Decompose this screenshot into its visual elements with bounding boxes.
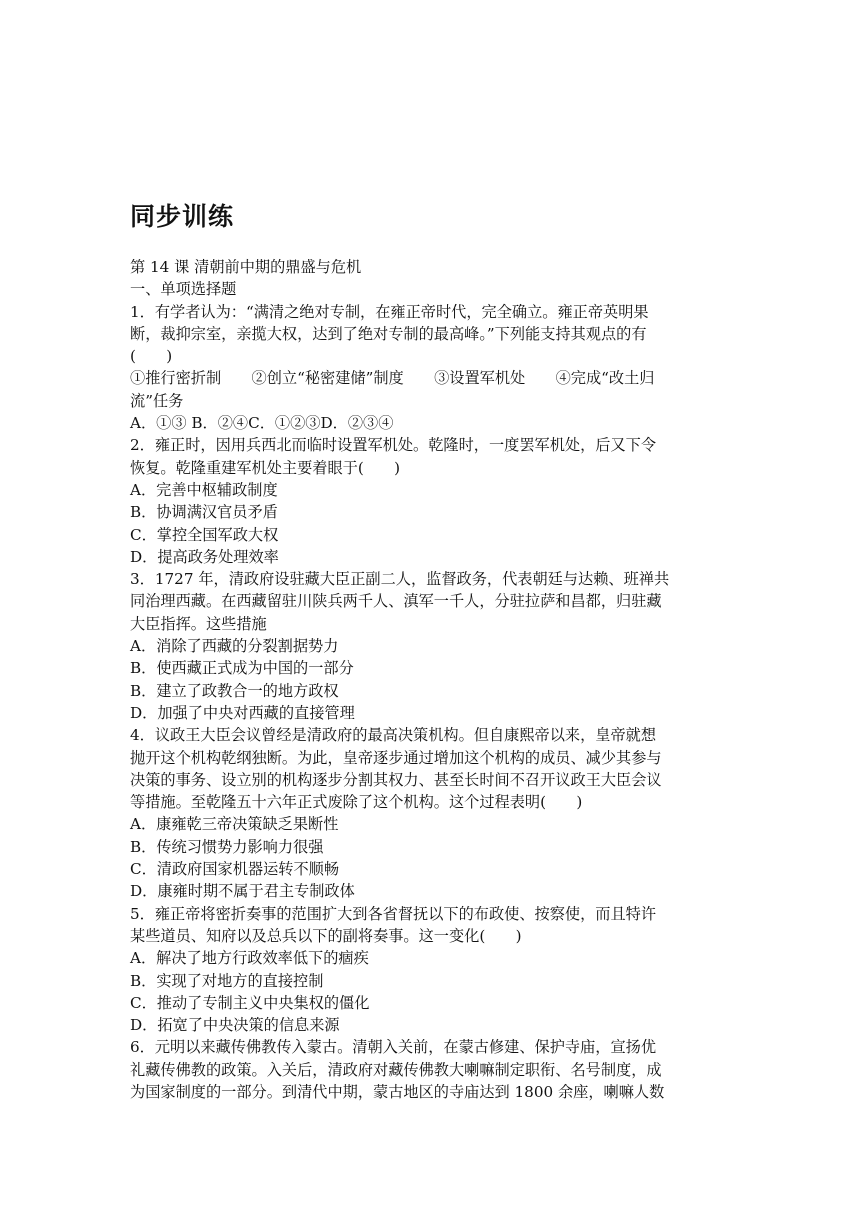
section-heading: 一、单项选择题: [130, 280, 237, 299]
question-text-line: 等措施。至乾隆五十六年正式废除了这个机构。这个过程表明( ): [130, 793, 583, 812]
answer-option: A．康雍乾三帝决策缺乏果断性: [130, 815, 339, 834]
answer-option: B．实现了对地方的直接控制: [130, 971, 324, 990]
answer-option: A．完善中枢辅政制度: [130, 480, 278, 499]
question-block: [130, 301, 730, 435]
question-block: [130, 724, 730, 902]
question-text-line: 某些道员、知府以及总兵以下的副将奏事。这一变化( ): [130, 926, 522, 945]
question-text-line: 礼藏传佛教的政策。入关后，清政府对藏传佛教大喇嘛制定职衔、名号制度，成: [130, 1060, 662, 1079]
question-text-line: 5．雍正帝将密折奏事的范围扩大到各省督抚以下的布政使、按察使，而且特许: [130, 904, 657, 923]
question-text-line: 为国家制度的一部分。到清代中期，蒙古地区的寺庙达到 1800 余座，喇嘛人数: [130, 1082, 665, 1101]
answer-option: B．使西藏正式成为中国的一部分: [130, 659, 354, 678]
question-block: [130, 903, 730, 1037]
question-text-line: ( ): [130, 347, 173, 366]
answer-option: B．建立了政教合一的地方政权: [130, 681, 339, 700]
answer-option: C．推动了专制主义中央集权的僵化: [130, 993, 370, 1012]
answer-option: C．清政府国家机器运转不顺畅: [130, 860, 340, 879]
question-block: [130, 434, 730, 568]
lesson-heading: 第 14 课 清朝前中期的鼎盛与危机: [130, 258, 362, 276]
answer-option: D．拓宽了中央决策的信息来源: [130, 1016, 340, 1035]
question-text-line: 4．议政王大臣会议曾经是清政府的最高决策机构。但自康熙帝以来，皇帝就想: [130, 726, 657, 745]
question-text-line: 1．有学者认为：“满清之绝对专制，在雍正帝时代，完全确立。雍正帝英明果: [130, 302, 649, 321]
answer-option: A．消除了西藏的分裂割据势力: [130, 637, 339, 656]
question-text-line: 决策的事务、设立别的机构逐步分割其权力、甚至长时间不召开议政王大臣会议: [130, 770, 662, 789]
question-text-line: 流”任务: [130, 391, 184, 410]
document-body: [130, 256, 730, 1103]
question-list: [130, 301, 730, 1104]
answer-option: D．提高政务处理效率: [130, 547, 279, 566]
answer-option: D．康雍时期不属于君主专制政体: [130, 882, 355, 901]
question-text-line: 抛开这个机构乾纲独断。为此，皇帝逐步通过增加这个机构的成员、减少其参与: [130, 748, 662, 767]
answer-option: D．加强了中央对西藏的直接管理: [130, 703, 355, 722]
question-text-line: 大臣指挥。这些措施: [130, 614, 267, 633]
answer-option: B．传统习惯势力影响力很强: [130, 837, 324, 856]
question-text-line: 断，裁抑宗室，亲揽大权，达到了绝对专制的最高峰。”下列能支持其观点的有: [130, 324, 647, 343]
page-title: 同步训练: [130, 202, 235, 231]
question-text-line: 3．1727 年，清政府设驻藏大臣正副二人，监督政务，代表朝廷与达赖、班禅共: [130, 570, 670, 589]
question-text-line: 6．元明以来藏传佛教传入蒙古。清朝入关前，在蒙古修建、保护寺庙，宣扬优: [130, 1038, 657, 1057]
answer-option: B．协调满汉官员矛盾: [130, 503, 278, 522]
question-block: [130, 568, 730, 724]
answer-option: A．①③ B．②④C．①②③D．②③④: [130, 414, 394, 433]
question-text-line: 同治理西藏。在西藏留驻川陕兵两千人、滇军一千人，分驻拉萨和昌都，归驻藏: [130, 592, 662, 611]
answer-option: A．解决了地方行政效率低下的痼疾: [130, 949, 369, 968]
question-text-line: ①推行密折制 ②创立“秘密建储”制度 ③设置军机处 ④完成“改土归: [130, 369, 655, 388]
question-text-line: 2．雍正时，因用兵西北而临时设置军机处。乾隆时，一度罢军机处，后又下令: [130, 436, 657, 455]
question-block: [130, 1036, 730, 1103]
answer-option: C．掌控全国军政大权: [130, 525, 279, 544]
question-text-line: 恢复。乾隆重建军机处主要着眼于( ): [130, 458, 401, 477]
